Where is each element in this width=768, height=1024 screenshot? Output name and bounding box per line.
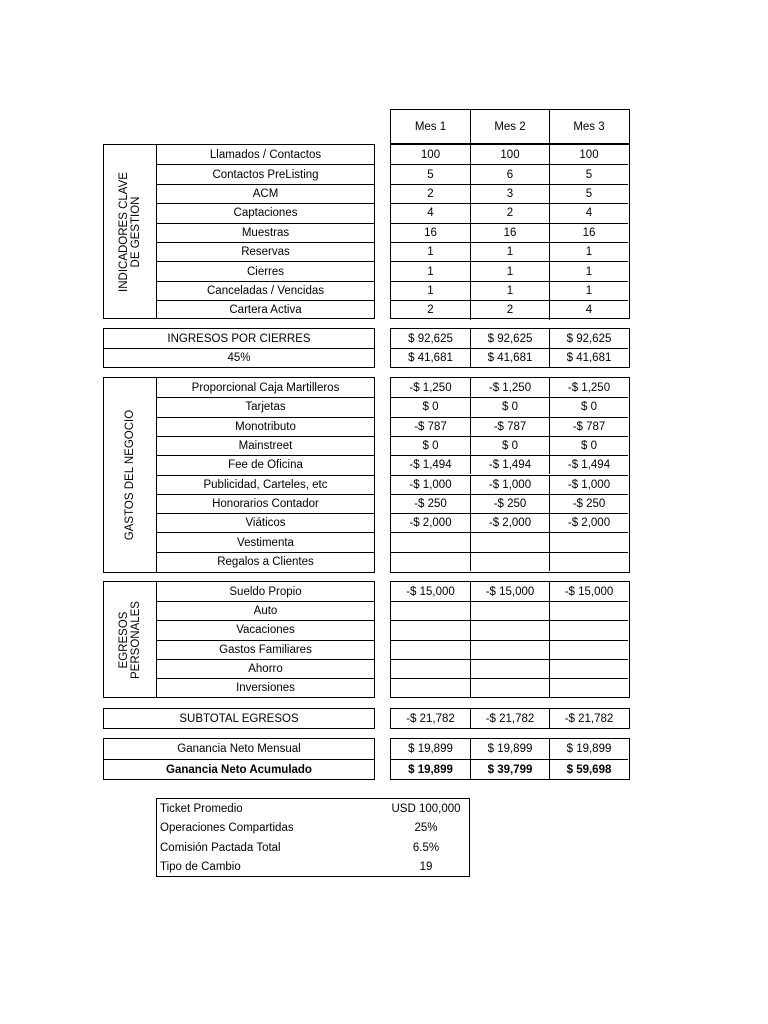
gastos-value: -$ 250 — [470, 494, 549, 513]
subtotal-value: -$ 21,782 — [470, 709, 549, 728]
kpi-value: 4 — [391, 203, 470, 222]
ingresos-value: $ 92,625 — [549, 329, 628, 348]
kpi-value: 1 — [470, 242, 549, 261]
gastos-value: -$ 250 — [549, 494, 628, 513]
gastos-value: -$ 1,494 — [549, 455, 628, 474]
gastos-label: Monotributo — [157, 417, 374, 436]
egresos-value — [549, 659, 628, 678]
kpi-value: 100 — [420, 148, 441, 161]
kpi-value: 5 — [549, 184, 628, 203]
param-value: 25% — [414, 822, 438, 835]
gastos-value: -$ 787 — [391, 417, 470, 436]
gastos-value: -$ 787 — [470, 417, 549, 436]
gastos-value: $ 0 — [470, 436, 549, 455]
kpi-label: Canceladas / Vencidas — [157, 281, 374, 300]
gastos-value: -$ 1,250 — [470, 378, 549, 397]
month-header-3: Mes 3 — [549, 110, 628, 143]
gastos-value — [549, 552, 628, 571]
gastos-label: Mainstreet — [157, 436, 374, 455]
gastos-value: -$ 2,000 — [549, 513, 628, 532]
param-label: Comisión Pactada Total — [160, 841, 281, 854]
egresos-value — [391, 659, 470, 678]
egresos-label: Ahorro — [157, 659, 374, 678]
egresos-section-label-box — [103, 581, 157, 698]
ganancia-labels — [103, 738, 375, 780]
egresos-value — [391, 601, 470, 620]
egresos-value — [549, 640, 628, 659]
kpi-value: 4 — [549, 203, 628, 222]
gastos-value: $ 0 — [549, 436, 628, 455]
egresos-value — [470, 659, 549, 678]
egresos-value: -$ 15,000 — [549, 582, 628, 601]
kpi-value: 1 — [549, 281, 628, 300]
param-value: 19 — [419, 861, 433, 874]
egresos-value: -$ 15,000 — [470, 582, 549, 601]
param-value: 6.5% — [412, 841, 440, 854]
kpi-value: 2 — [470, 203, 549, 222]
gastos-values — [390, 377, 630, 573]
gastos-value: -$ 1,000 — [549, 475, 628, 494]
egresos-label: Gastos Familiares — [157, 640, 374, 659]
kpi-value: 100 — [549, 145, 628, 164]
gastos-value: -$ 1,250 — [409, 381, 452, 394]
kpi-section-label: INDICADORES CLAVE DE GESTION — [118, 171, 142, 292]
subtotal-value: -$ 21,782 — [549, 709, 628, 728]
ganancia-acumulado-value: $ 19,899 — [391, 759, 470, 779]
gastos-value: -$ 1,000 — [391, 475, 470, 494]
kpi-value: 1 — [549, 242, 628, 261]
kpi-value: 2 — [391, 300, 470, 319]
kpi-value: 6 — [470, 164, 549, 183]
kpi-section-label-box — [103, 144, 157, 319]
gastos-value: $ 0 — [391, 397, 470, 416]
subtotal-values — [390, 708, 630, 729]
ganancia-mensual-value: $ 19,899 — [470, 739, 549, 759]
gastos-value: -$ 1,494 — [470, 455, 549, 474]
param-label: Ticket Promedio — [160, 802, 243, 815]
gastos-value — [470, 552, 549, 571]
kpi-values — [390, 144, 630, 319]
ganancia-mensual-value: $ 19,899 — [408, 743, 453, 755]
kpi-value: 1 — [391, 242, 470, 261]
gastos-label: Honorarios Contador — [157, 494, 374, 513]
kpi-value: 16 — [470, 223, 549, 242]
ingresos-value: $ 41,681 — [549, 348, 628, 367]
egresos-value — [549, 601, 628, 620]
egresos-value — [549, 620, 628, 639]
gastos-value: $ 0 — [470, 397, 549, 416]
egresos-label: Inversiones — [157, 678, 374, 697]
gastos-value — [391, 552, 470, 571]
kpi-label: Contactos PreListing — [157, 164, 374, 183]
month-header — [390, 109, 630, 144]
subtotal-label-box — [103, 708, 375, 729]
ingresos-value: $ 92,625 — [470, 329, 549, 348]
egresos-value: -$ 15,000 — [406, 585, 455, 598]
gastos-value: -$ 1,250 — [549, 378, 628, 397]
param-value: USD 100,000 — [391, 802, 461, 815]
gastos-value: -$ 2,000 — [470, 513, 549, 532]
kpi-value: 5 — [391, 164, 470, 183]
egresos-label: Sueldo Propio — [229, 585, 302, 598]
egresos-label: Vacaciones — [157, 620, 374, 639]
egresos-section-label: EGRESOS PERSONALES — [118, 600, 142, 679]
month-header-1: Mes 1 — [414, 120, 447, 133]
egresos-labels — [156, 581, 375, 698]
kpi-label: Captaciones — [157, 203, 374, 222]
gastos-value: -$ 1,000 — [470, 475, 549, 494]
egresos-value — [470, 640, 549, 659]
kpi-value: 1 — [391, 261, 470, 280]
kpi-value: 4 — [549, 300, 628, 319]
ingresos-values — [390, 328, 630, 368]
kpi-value: 16 — [549, 223, 628, 242]
gastos-label: Fee de Oficina — [157, 455, 374, 474]
gastos-label: Vestimenta — [157, 532, 374, 551]
egresos-values — [390, 581, 630, 698]
kpi-value: 1 — [391, 281, 470, 300]
params-table — [156, 798, 470, 877]
kpi-value: 16 — [391, 223, 470, 242]
egresos-value — [391, 678, 470, 697]
gastos-label: Regalos a Clientes — [157, 552, 374, 571]
gastos-value — [470, 532, 549, 551]
ganancia-values — [390, 738, 630, 780]
kpi-value: 5 — [549, 164, 628, 183]
gastos-section-label-box — [103, 377, 157, 573]
gastos-value: -$ 2,000 — [391, 513, 470, 532]
gastos-value: -$ 787 — [549, 417, 628, 436]
kpi-label: Reservas — [157, 242, 374, 261]
gastos-label: Tarjetas — [157, 397, 374, 416]
egresos-value — [470, 678, 549, 697]
kpi-value: 2 — [391, 184, 470, 203]
kpi-label: Muestras — [157, 223, 374, 242]
kpi-label: Cartera Activa — [157, 300, 374, 319]
gastos-value — [549, 532, 628, 551]
ingresos-value: $ 92,625 — [408, 332, 453, 345]
ganancia-mensual-value: $ 19,899 — [549, 739, 628, 759]
ganancia-acumulado-value: $ 59,698 — [549, 759, 628, 779]
gastos-label: Publicidad, Carteles, etc — [157, 475, 374, 494]
ingresos-value: $ 41,681 — [391, 348, 470, 367]
egresos-label: Auto — [157, 601, 374, 620]
kpi-value: 3 — [470, 184, 549, 203]
gastos-value: -$ 1,494 — [391, 455, 470, 474]
egresos-value — [470, 601, 549, 620]
egresos-value — [549, 678, 628, 697]
kpi-value: 1 — [470, 281, 549, 300]
kpi-label: ACM — [157, 184, 374, 203]
kpi-value: 2 — [470, 300, 549, 319]
param-label: Tipo de Cambio — [160, 861, 241, 874]
kpi-value: 100 — [470, 145, 549, 164]
gastos-section-label: GASTOS DEL NEGOCIO — [124, 409, 136, 541]
gastos-value: $ 0 — [391, 436, 470, 455]
ingresos-labels — [103, 328, 375, 368]
ingresos-label: 45% — [104, 348, 374, 367]
egresos-value — [470, 620, 549, 639]
subtotal-value: -$ 21,782 — [406, 712, 455, 725]
kpi-value: 1 — [549, 261, 628, 280]
gastos-label: Viáticos — [157, 513, 374, 532]
month-header-2: Mes 2 — [470, 110, 549, 143]
egresos-value — [391, 640, 470, 659]
subtotal-label: SUBTOTAL EGRESOS — [179, 712, 299, 725]
kpi-label: Llamados / Contactos — [209, 148, 322, 161]
param-label: Operaciones Compartidas — [160, 822, 294, 835]
ingresos-label: INGRESOS POR CIERRES — [167, 332, 311, 345]
gastos-value — [391, 532, 470, 551]
ganancia-mensual-label: Ganancia Neto Mensual — [177, 743, 301, 755]
kpi-labels — [156, 144, 375, 319]
ganancia-acumulado-value: $ 39,799 — [470, 759, 549, 779]
gastos-value: -$ 250 — [391, 494, 470, 513]
kpi-value: 1 — [470, 261, 549, 280]
egresos-value — [391, 620, 470, 639]
gastos-labels — [156, 377, 375, 573]
gastos-label: Proporcional Caja Martilleros — [191, 381, 340, 394]
ingresos-value: $ 41,681 — [470, 348, 549, 367]
kpi-label: Cierres — [157, 261, 374, 280]
gastos-value: $ 0 — [549, 397, 628, 416]
ganancia-acumulado-label: Ganancia Neto Acumulado — [104, 759, 374, 779]
